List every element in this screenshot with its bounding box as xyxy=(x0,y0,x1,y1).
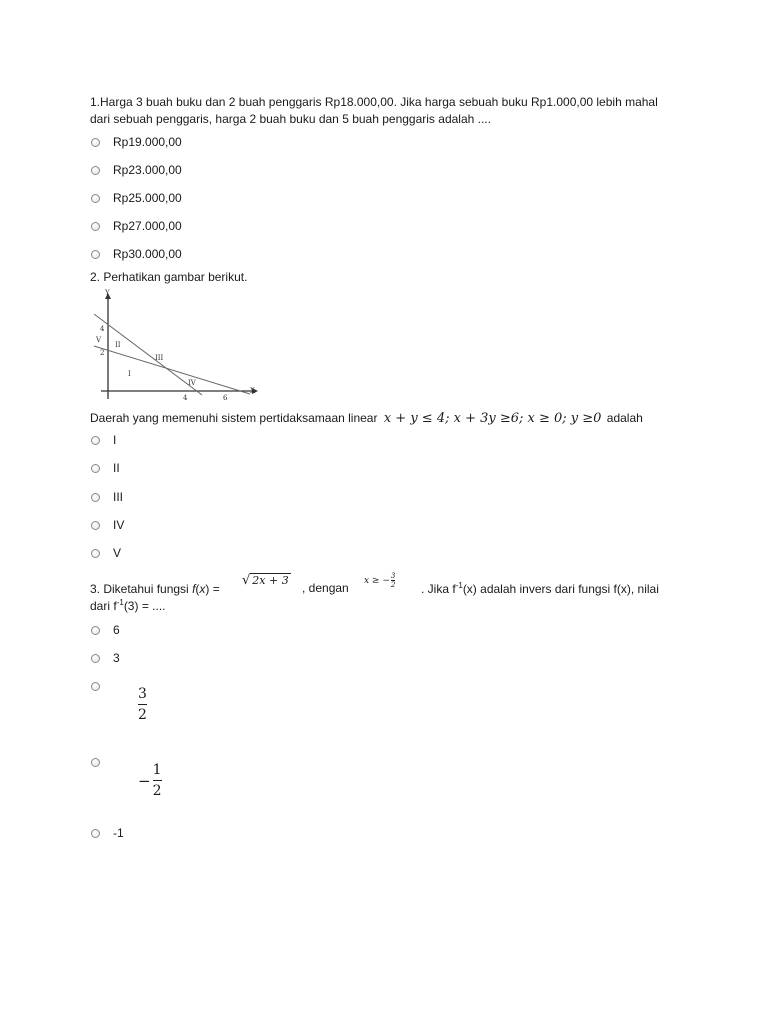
q2-option-c[interactable] xyxy=(91,488,123,506)
region-label-i: I xyxy=(128,370,131,378)
radio-button[interactable] xyxy=(91,138,100,147)
radio-button[interactable] xyxy=(91,436,100,445)
question-3-line-1-cont xyxy=(421,581,659,596)
option-label: Rp25.000,00 xyxy=(113,191,182,205)
question-2-inequalities: x + y ≤ 4; x + 3y ≥6; x ≥ 0; y ≥0 xyxy=(383,411,602,426)
q3-option-d[interactable] xyxy=(91,753,100,771)
q3-text: dari f xyxy=(90,599,117,613)
q2-option-d[interactable] xyxy=(91,516,124,534)
q3-text: ( xyxy=(195,582,200,596)
q3-f: f xyxy=(192,582,196,596)
condition-text: x ≥ − xyxy=(364,575,390,586)
q3-option-c[interactable] xyxy=(91,677,100,695)
q3-text: ) = xyxy=(205,582,220,596)
tick-x-6: 6 xyxy=(223,394,228,402)
q2-option-a[interactable] xyxy=(91,431,116,449)
tick-x-4: 4 xyxy=(183,394,188,402)
radio-button[interactable] xyxy=(91,626,100,635)
question-2-text xyxy=(90,410,730,427)
fraction-denominator: 2 xyxy=(138,707,147,723)
q3-option-e[interactable] xyxy=(91,824,124,842)
q3-option-c-fraction xyxy=(138,686,147,723)
region-label-iv: IV xyxy=(188,379,196,387)
fraction-bar xyxy=(153,780,162,781)
radio-button[interactable] xyxy=(91,682,100,691)
q2-option-e[interactable] xyxy=(91,544,121,562)
superscript: -1 xyxy=(455,581,463,590)
tick-y-4: 4 xyxy=(100,325,105,333)
option-label: Rp23.000,00 xyxy=(113,163,182,177)
radio-button[interactable] xyxy=(91,521,100,530)
q1-option-d[interactable] xyxy=(91,217,182,235)
fraction-numerator: 3 xyxy=(138,686,147,702)
option-label: 6 xyxy=(113,623,120,637)
q2-option-b[interactable] xyxy=(91,459,120,477)
question-3-line-1 xyxy=(90,581,220,598)
option-label: Rp19.000,00 xyxy=(113,135,182,149)
radio-button[interactable] xyxy=(91,654,100,663)
radio-button[interactable] xyxy=(91,464,100,473)
tick-y-2: 2 xyxy=(100,349,105,357)
q3-text: . Jika f xyxy=(421,582,456,596)
q1-option-e[interactable] xyxy=(91,245,182,263)
option-label: I xyxy=(113,433,117,447)
q3-x: x xyxy=(199,582,206,596)
line-x-plus-y-eq-4 xyxy=(94,314,202,395)
fraction-numerator: 3 xyxy=(390,572,396,580)
region-label-iii: III xyxy=(155,354,164,362)
region-label-v: V xyxy=(96,336,102,344)
minus-sign: − xyxy=(138,771,151,790)
region-graph xyxy=(90,287,260,407)
question-3-line-2 xyxy=(90,598,166,613)
radio-button[interactable] xyxy=(91,194,100,203)
fraction-numerator: 1 xyxy=(152,762,162,778)
sqrt-radicand: 2x + 3 xyxy=(252,574,289,587)
option-label: -1 xyxy=(113,826,124,840)
axis-x-label: X xyxy=(250,387,255,395)
question-1-line-1: 1.Harga 3 buah buku dan 2 buah penggaris Rp18.000,00. Jika harga sebuah buku Rp1.000,00 lebih mahal xyxy=(90,95,658,109)
q1-option-a[interactable] xyxy=(91,133,182,151)
radio-button[interactable] xyxy=(91,222,100,231)
q1-option-b[interactable] xyxy=(91,161,182,179)
sqrt-icon: √ xyxy=(242,573,251,588)
sqrt-expression xyxy=(242,573,291,588)
question-2-text-before: Daerah yang memenuhi sistem pertidaksamaan linear xyxy=(90,411,378,425)
axis-y-label: Y xyxy=(105,289,110,297)
fraction-denominator: 2 xyxy=(152,783,162,799)
q3-option-d-value xyxy=(138,762,162,799)
region-label-ii: II xyxy=(115,341,121,349)
radio-button[interactable] xyxy=(91,166,100,175)
radio-button[interactable] xyxy=(91,758,100,767)
radio-button[interactable] xyxy=(91,549,100,558)
option-label: 3 xyxy=(113,651,120,665)
radio-button[interactable] xyxy=(91,250,100,259)
question-2-text-after: adalah xyxy=(606,411,643,425)
q3-text: (3) = .... xyxy=(123,599,166,613)
q3-text: (x) adalah invers dari fungsi f(x), nilai xyxy=(462,582,659,596)
superscript: -1 xyxy=(116,598,124,607)
q3-option-d-fraction xyxy=(153,762,162,799)
fraction-denominator: 2 xyxy=(390,581,396,589)
q3-dengan: , dengan xyxy=(302,581,349,595)
condition-fraction xyxy=(391,572,395,589)
fraction-bar xyxy=(138,704,147,705)
option-label: Rp30.000,00 xyxy=(113,247,182,261)
q3-option-a[interactable] xyxy=(91,621,120,639)
q3-option-b[interactable] xyxy=(91,649,120,667)
option-label: IV xyxy=(113,518,125,532)
radio-button[interactable] xyxy=(91,493,100,502)
q1-option-c[interactable] xyxy=(91,189,182,207)
option-label: Rp27.000,00 xyxy=(113,219,182,233)
line-x-plus-3y-eq-6 xyxy=(94,346,250,394)
q3-text: 3. Diketahui fungsi xyxy=(90,582,193,596)
option-label: V xyxy=(113,546,122,560)
domain-condition xyxy=(364,572,395,589)
question-1-line-2: dari sebuah penggaris, harga 2 buah buku dan 5 buah penggaris adalah .... xyxy=(90,112,491,126)
option-label: II xyxy=(113,461,120,475)
question-2-intro: 2. Perhatikan gambar berikut. xyxy=(90,270,248,284)
option-label: III xyxy=(113,490,124,504)
question-1-text xyxy=(90,94,690,128)
radio-button[interactable] xyxy=(91,829,100,838)
